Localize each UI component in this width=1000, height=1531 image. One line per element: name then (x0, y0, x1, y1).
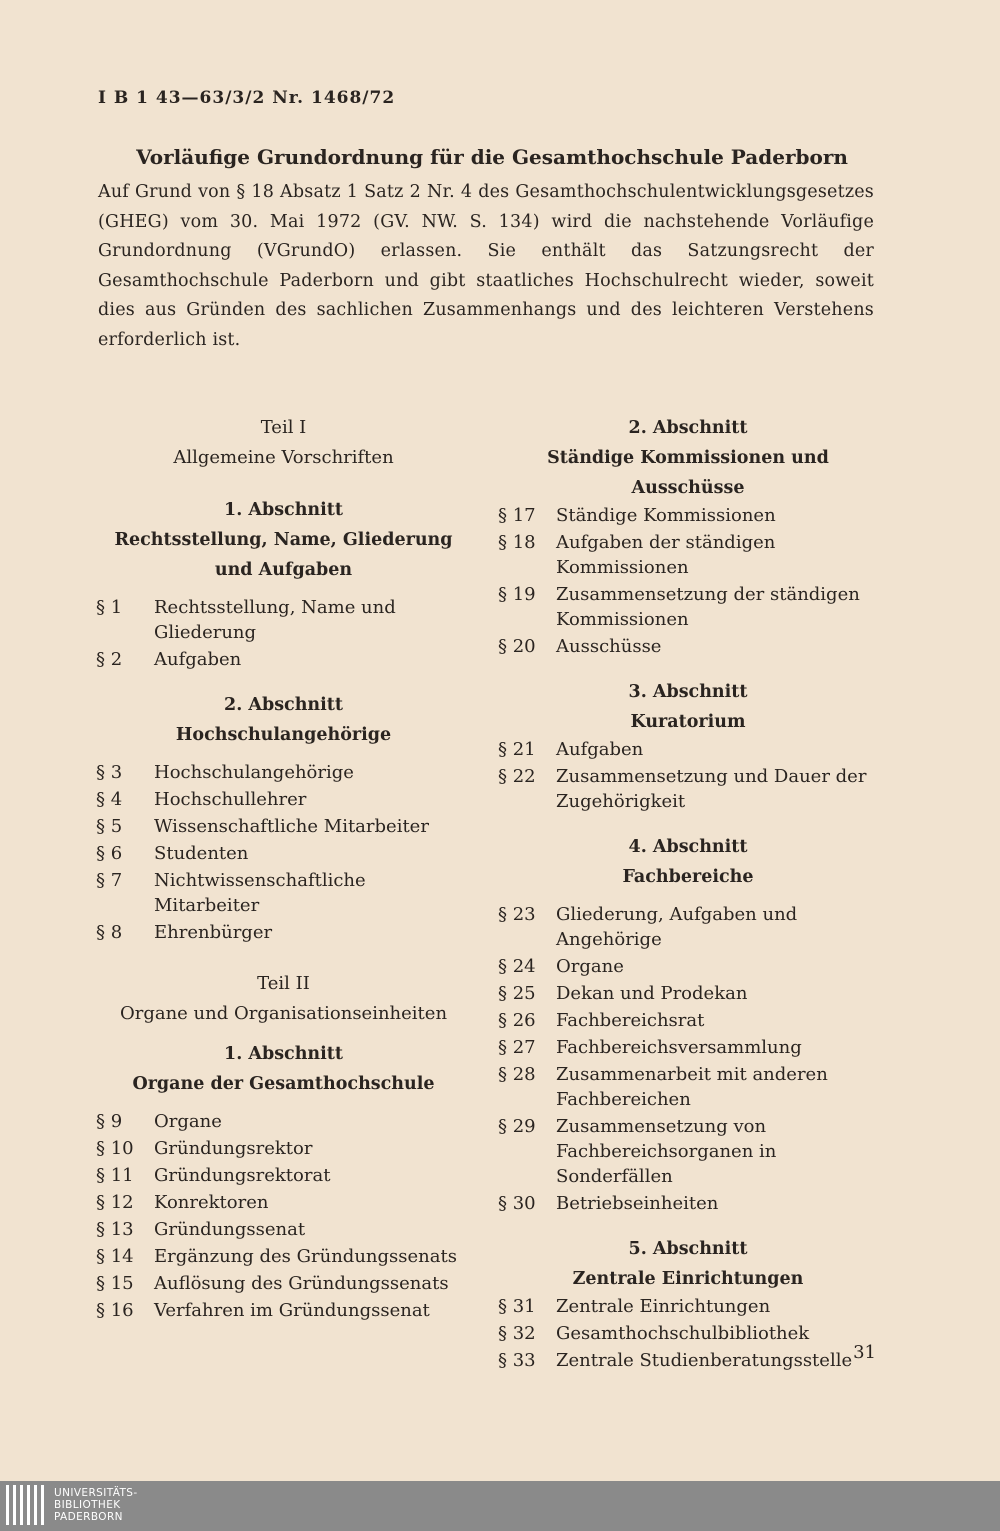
toc-entry-title: Aufgaben (154, 649, 242, 670)
intro-paragraph (98, 178, 874, 356)
toc-list (498, 503, 878, 659)
toc-entry-title: Nichtwissenschaftliche Mitarbeiter (154, 870, 366, 916)
toc-entry (96, 647, 471, 672)
toc-entry-number: § 12 (96, 1192, 134, 1213)
section-heading: 5. Abschnitt (628, 1239, 748, 1259)
toc-entry-number: § 4 (96, 789, 123, 810)
toc-list (96, 760, 471, 945)
toc-entry (498, 1062, 878, 1112)
toc-entry-title: Ausschüsse (556, 636, 662, 657)
toc-entry (96, 920, 471, 945)
toc-entry-number: § 30 (498, 1193, 536, 1214)
toc-entry (498, 582, 878, 632)
toc-entry-title: Auflösung des Gründungssenats (154, 1273, 449, 1294)
toc-entry-number: § 26 (498, 1010, 536, 1031)
toc-entry-number: § 9 (96, 1111, 123, 1132)
section-heading: 3. Abschnitt (628, 682, 748, 702)
document-title: Vorläufige Grundordnung für die Gesamthochschule Paderborn (136, 145, 848, 169)
toc-entry-number: § 22 (498, 766, 536, 787)
toc-entry-title: Zusammensetzung und Dauer der Zugehörigkeit (556, 766, 867, 812)
toc-entry (96, 1163, 471, 1188)
toc-entry (498, 503, 878, 528)
toc-entry (498, 954, 878, 979)
part-1-title: Teil I (260, 417, 307, 438)
toc-list (498, 902, 878, 1216)
toc-entry-title: Verfahren im Gründungssenat (154, 1300, 430, 1321)
document-reference: I B 1 43—63/3/2 Nr. 1468/72 (98, 88, 396, 108)
toc-entry-title: Ständige Kommissionen (556, 505, 776, 526)
toc-entry-number: § 27 (498, 1037, 536, 1058)
toc-entry-number: § 1 (96, 597, 123, 618)
section-heading: 1. Abschnitt (224, 500, 343, 520)
toc-entry-number: § 24 (498, 956, 536, 977)
toc-entry (96, 1136, 471, 1161)
library-logo-icon (6, 1485, 44, 1527)
logo-line: BIBLIOTHEK (54, 1499, 121, 1511)
part-2-subtitle: Organe und Organisationseinheiten (119, 1003, 448, 1024)
toc-entry-number: § 2 (96, 649, 123, 670)
toc-entry-number: § 28 (498, 1064, 536, 1085)
toc-entry-title: Hochschulangehörige (154, 762, 354, 783)
toc-entry (96, 595, 471, 645)
toc-entry-title: Fachbereichsrat (556, 1010, 705, 1031)
section-heading: 1. Abschnitt (224, 1044, 343, 1064)
toc-entry-number: § 15 (96, 1273, 134, 1294)
toc-entry-title: Konrektoren (154, 1192, 269, 1213)
toc-entry (498, 1321, 878, 1346)
toc-entry-title: Dekan und Prodekan (556, 983, 748, 1004)
toc-entry-title: Wissenschaftliche Mitarbeiter (154, 816, 429, 837)
toc-entry-number: § 10 (96, 1138, 134, 1159)
library-footer-bar (0, 1481, 1000, 1531)
toc-entry (498, 764, 878, 814)
section-title: Rechtsstellung, Name, Gliederung und Aufgaben (114, 530, 453, 580)
toc-entry-title: Ehrenbürger (154, 922, 273, 943)
toc-entry-number: § 21 (498, 739, 536, 760)
section-title: Kuratorium (630, 712, 746, 732)
toc-entry-number: § 3 (96, 762, 123, 783)
toc-entry-number: § 13 (96, 1219, 134, 1240)
toc-entry-title: Zentrale Studienberatungsstelle (556, 1350, 853, 1371)
toc-entry-number: § 23 (498, 904, 536, 925)
toc-entry-title: Fachbereichsversammlung (556, 1037, 802, 1058)
toc-entry (96, 1298, 471, 1323)
toc-entry (498, 530, 878, 580)
page-number: 31 (853, 1342, 876, 1363)
toc-entry-number: § 7 (96, 870, 123, 891)
toc-list (498, 1294, 878, 1373)
toc-entry-title: Organe (556, 956, 624, 977)
toc-entry (498, 1191, 878, 1216)
toc-entry (498, 1348, 878, 1373)
toc-entry (498, 1294, 878, 1319)
toc-entry-number: § 5 (96, 816, 123, 837)
section-title: Zentrale Einrichtungen (572, 1269, 804, 1289)
intro-text: Auf Grund von § 18 Absatz 1 Satz 2 Nr. 4 des Gesamthochschulentwicklungsgesetzes (GHEG) vom 30. Mai 1972 (GV. NW. S. 134) wird die nachstehende Vorläufige Grundordnung (VGrundO) erlassen. Sie enthält das Satzungsrecht der Gesamthochschule Paderborn und gibt staatliches Hochschulrecht wieder, soweit dies aus Gründen des sachlichen Zusammenhangs und des leichteren Verstehens erforderlich ist. (98, 182, 874, 350)
toc-entry (96, 1244, 471, 1269)
toc-entry-number: § 20 (498, 636, 536, 657)
toc-entry-number: § 25 (498, 983, 536, 1004)
toc-entry (498, 981, 878, 1006)
logo-line: UNIVERSITÄTS- (54, 1487, 138, 1499)
toc-entry (96, 868, 471, 918)
toc-entry (498, 1035, 878, 1060)
toc-entry-title: Zusammensetzung von Fachbereichsorganen in Sonderfällen (556, 1116, 777, 1187)
section-title: Organe der Gesamthochschule (132, 1074, 435, 1094)
section-title: Fachbereiche (622, 867, 754, 887)
toc-list (498, 737, 878, 814)
toc-entry-title: Studenten (154, 843, 249, 864)
toc-entry-title: Hochschullehrer (154, 789, 307, 810)
toc-entry-title: Gründungsrektor (154, 1138, 313, 1159)
toc-entry-title: Gründungssenat (154, 1219, 306, 1240)
section-title: Hochschulangehörige (175, 725, 392, 745)
toc-entry (96, 760, 471, 785)
section-heading: 2. Abschnitt (224, 695, 343, 715)
toc-entry-title: Zusammenarbeit mit anderen Fachbereichen (556, 1064, 828, 1110)
toc-entry (498, 902, 878, 952)
toc-entry (96, 1271, 471, 1296)
toc-entry-title: Aufgaben der ständigen Kommissionen (556, 532, 776, 578)
toc-entry (498, 737, 878, 762)
toc-entry-title: Aufgaben (556, 739, 644, 760)
part-1-subtitle: Allgemeine Vorschriften (173, 447, 394, 468)
toc-entry-number: § 32 (498, 1323, 536, 1344)
part-2-title: Teil II (257, 973, 310, 994)
toc-entry-number: § 14 (96, 1246, 134, 1267)
toc-entry-number: § 6 (96, 843, 123, 864)
toc-entry (498, 1114, 878, 1189)
toc-entry (498, 1008, 878, 1033)
toc-entry-title: Zentrale Einrichtungen (556, 1296, 771, 1317)
toc-entry (96, 1190, 471, 1215)
toc-list (96, 595, 471, 672)
logo-line: PADERBORN (54, 1511, 123, 1523)
toc-entry (498, 634, 878, 659)
toc-entry-title: Ergänzung des Gründungssenats (154, 1246, 457, 1267)
toc-entry-title: Gliederung, Aufgaben und Angehörige (556, 904, 798, 950)
toc-entry (96, 787, 471, 812)
toc-right-column (498, 413, 878, 1375)
toc-entry (96, 1217, 471, 1242)
library-logo-text (54, 1487, 138, 1523)
toc-entry-number: § 16 (96, 1300, 134, 1321)
toc-entry-number: § 18 (498, 532, 536, 553)
toc-entry-title: Betriebseinheiten (556, 1193, 719, 1214)
toc-entry-number: § 11 (96, 1165, 134, 1186)
toc-entry (96, 814, 471, 839)
toc-list (96, 1109, 471, 1323)
toc-entry-number: § 31 (498, 1296, 536, 1317)
toc-entry-title: Rechtsstellung, Name und Gliederung (154, 597, 396, 643)
toc-entry-number: § 29 (498, 1116, 536, 1137)
toc-entry-number: § 33 (498, 1350, 536, 1371)
section-title: Ständige Kommissionen und Ausschüsse (547, 448, 829, 498)
toc-entry-number: § 8 (96, 922, 123, 943)
section-heading: 4. Abschnitt (628, 837, 748, 857)
toc-entry (96, 1109, 471, 1134)
section-heading: 2. Abschnitt (628, 418, 748, 438)
toc-entry-number: § 19 (498, 584, 536, 605)
toc-entry-number: § 17 (498, 505, 536, 526)
toc-entry-title: Zusammensetzung der ständigen Kommissionen (556, 584, 860, 630)
toc-entry (96, 841, 471, 866)
toc-left-column (96, 413, 471, 1325)
toc-entry-title: Organe (154, 1111, 222, 1132)
toc-entry-title: Gründungsrektorat (154, 1165, 331, 1186)
toc-entry-title: Gesamthochschulbibliothek (556, 1323, 810, 1344)
